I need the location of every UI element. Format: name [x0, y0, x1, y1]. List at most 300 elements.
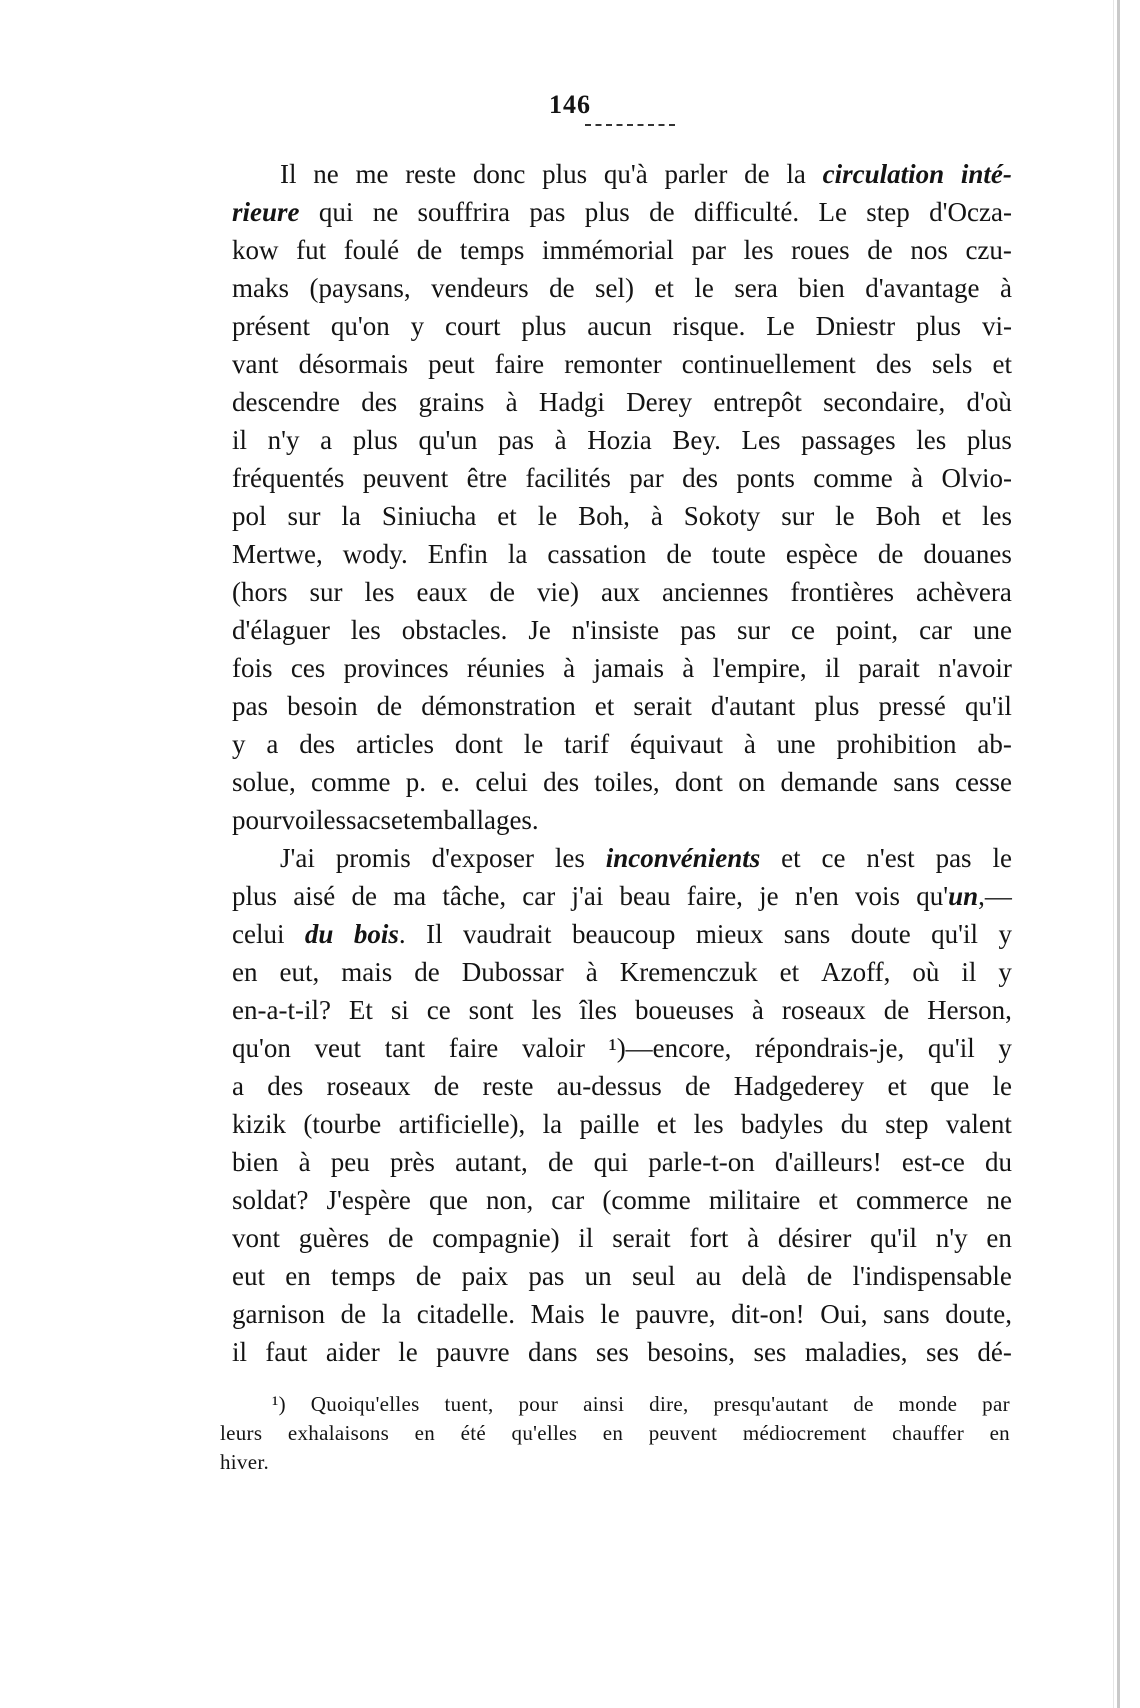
page-number: 146 — [549, 90, 591, 119]
word: kow — [232, 235, 279, 265]
word-group — [547, 535, 646, 573]
word-group — [998, 1029, 1012, 1067]
word: fut — [296, 235, 327, 265]
word-group — [311, 763, 390, 801]
word: (comme — [602, 1185, 691, 1215]
word-group — [595, 269, 634, 307]
text-line — [232, 801, 1012, 839]
word-group — [305, 915, 334, 953]
word: de — [414, 957, 440, 987]
footnote-line — [220, 1419, 1010, 1448]
word-group — [377, 687, 402, 725]
word-group — [867, 231, 892, 269]
word: vant — [232, 349, 279, 379]
word-group — [431, 269, 528, 307]
word: a — [320, 425, 333, 455]
word: fort — [689, 1223, 729, 1253]
word-group — [777, 725, 816, 763]
word-group — [393, 877, 426, 915]
word: au — [695, 1261, 722, 1291]
word-group — [713, 383, 801, 421]
word: des — [682, 463, 719, 493]
word-group — [232, 915, 284, 953]
word-group — [692, 231, 726, 269]
word: Il — [426, 919, 443, 949]
word: de — [433, 1071, 460, 1101]
word: fréquentés — [232, 463, 345, 493]
word-group — [365, 573, 395, 611]
word: qu'il — [965, 691, 1012, 721]
word-group — [795, 877, 839, 915]
word-group — [310, 573, 343, 611]
word-group — [630, 725, 723, 763]
word: plus — [584, 197, 630, 227]
word-group — [296, 231, 326, 269]
word-group — [696, 915, 764, 953]
word-group — [557, 1067, 662, 1105]
word: car — [522, 881, 556, 911]
word-group — [288, 1419, 389, 1448]
word-group — [351, 877, 376, 915]
word: des — [543, 767, 580, 797]
word-group — [821, 839, 845, 877]
word: les — [554, 843, 585, 873]
text-line — [232, 1105, 1012, 1143]
word: Boh — [875, 501, 921, 531]
word: e. — [441, 767, 461, 797]
word-group — [266, 725, 278, 763]
word-group — [961, 953, 976, 991]
word-group — [923, 535, 1011, 573]
word-group — [411, 307, 425, 345]
word-group — [786, 535, 858, 573]
word-group — [870, 1219, 917, 1257]
word-group — [291, 649, 325, 687]
word: difficulté. — [693, 197, 800, 227]
word-group — [525, 459, 610, 497]
word: n'en — [794, 881, 839, 911]
word: en — [414, 1421, 436, 1445]
word-group — [936, 1219, 968, 1257]
word-group — [986, 1181, 1011, 1219]
word-group — [596, 1333, 629, 1371]
word-group — [232, 1257, 265, 1295]
word: peut — [428, 349, 475, 379]
word-group — [753, 1333, 786, 1371]
word: d'exposer — [431, 843, 534, 873]
word-group — [992, 345, 1012, 383]
word: et — [818, 1185, 838, 1215]
word: Le — [766, 311, 795, 341]
word: celui — [475, 767, 528, 797]
word-group — [585, 1257, 612, 1295]
word: de — [666, 539, 692, 569]
word-group — [696, 1257, 721, 1295]
word-group — [542, 231, 674, 269]
word-group — [354, 915, 406, 953]
word-group — [604, 155, 648, 193]
word-group — [673, 307, 746, 345]
word: Et — [348, 995, 373, 1025]
word: ¹)—encore, — [608, 1033, 732, 1063]
word: de — [489, 577, 516, 607]
word: peuvent — [648, 1421, 718, 1445]
word-group — [417, 573, 468, 611]
word-group — [578, 1219, 593, 1257]
word: ces — [290, 653, 326, 683]
word-group — [902, 1143, 965, 1181]
word-group — [587, 421, 651, 459]
word-group — [945, 1295, 1012, 1333]
word: ne — [986, 1185, 1012, 1215]
word-group — [855, 877, 900, 915]
word: czu- — [965, 235, 1012, 265]
word-group — [232, 345, 279, 383]
word-group — [428, 345, 475, 383]
word: comme — [311, 767, 391, 797]
word-group — [755, 1029, 904, 1067]
word: risque. — [672, 311, 746, 341]
word: plus — [352, 425, 398, 455]
word: y — [998, 1033, 1012, 1063]
word-group — [232, 687, 268, 725]
word: entrepôt — [713, 387, 802, 417]
word: citadelle. — [416, 1299, 515, 1329]
word-group — [417, 1295, 515, 1333]
word: roseaux — [781, 995, 866, 1025]
word-group — [781, 497, 814, 535]
word-group — [331, 1257, 396, 1295]
word: sur — [287, 501, 321, 531]
word-group — [498, 421, 534, 459]
text-line — [232, 1219, 1012, 1257]
word: de — [744, 159, 770, 189]
word: vois — [854, 881, 900, 911]
word: plus — [521, 311, 567, 341]
word-group — [680, 611, 716, 649]
word: y — [998, 919, 1012, 949]
word: peuvent — [362, 463, 449, 493]
word: serait — [612, 1223, 671, 1253]
word-group — [744, 231, 774, 269]
word-group — [825, 649, 840, 687]
word: désirer — [777, 1223, 852, 1253]
word-group — [406, 763, 426, 801]
word-group — [571, 877, 603, 915]
word: à — [298, 1147, 311, 1177]
word: sel) — [595, 273, 634, 303]
word-group — [682, 459, 718, 497]
word-group — [463, 915, 551, 953]
word: Il — [280, 159, 297, 189]
word: pol — [232, 501, 267, 531]
word-group — [856, 1181, 968, 1219]
word: anciennes — [662, 577, 769, 607]
word-group — [232, 193, 300, 231]
word: eut, — [279, 957, 320, 987]
word-group — [682, 649, 694, 687]
word-group — [931, 915, 978, 953]
word-group — [232, 497, 267, 535]
word: emballages. — [410, 805, 539, 835]
word: toiles, — [594, 767, 660, 797]
word-group — [432, 839, 534, 877]
word: il — [961, 957, 977, 987]
word-group — [734, 1067, 864, 1105]
word-group — [528, 1333, 578, 1371]
word-group — [887, 1067, 907, 1105]
word-group — [455, 725, 503, 763]
word: l'indispensable — [852, 1261, 1012, 1291]
word-group — [973, 611, 1012, 649]
word-group — [985, 1143, 1012, 1181]
word: articles — [356, 729, 435, 759]
word: temps — [331, 1261, 396, 1291]
word: car — [551, 1185, 585, 1215]
word: pas — [935, 843, 972, 873]
word: veut — [314, 1033, 362, 1063]
word: l'empire, — [712, 653, 807, 683]
word-group — [299, 725, 335, 763]
word: paix — [461, 1261, 509, 1291]
word-group — [285, 1257, 310, 1295]
word-group — [551, 1181, 584, 1219]
word: le — [694, 273, 714, 303]
word: garnison — [232, 1299, 325, 1329]
word-group — [280, 839, 315, 877]
word: aider — [325, 1337, 380, 1367]
word: est-ce — [901, 1147, 965, 1177]
word-group — [982, 1390, 1010, 1419]
word: vi- — [981, 311, 1012, 341]
word: jamais — [593, 653, 664, 683]
word: mieux — [695, 919, 764, 949]
word-group — [555, 839, 585, 877]
word-group — [743, 1419, 867, 1448]
word: la — [786, 159, 806, 189]
word-group — [522, 877, 555, 915]
word-group — [232, 953, 257, 991]
word-group — [483, 1067, 534, 1105]
word-group — [343, 535, 408, 573]
word-group — [595, 687, 615, 725]
word-group — [341, 497, 361, 535]
word-group — [434, 1067, 459, 1105]
word-group — [587, 307, 651, 345]
word: des — [299, 729, 336, 759]
word: Herson, — [927, 995, 1012, 1025]
word-group — [469, 991, 514, 1029]
word: désormais — [298, 349, 409, 379]
word-group — [965, 687, 1012, 725]
word: et — [887, 1071, 907, 1101]
word-group — [521, 307, 566, 345]
word-group — [232, 877, 277, 915]
word-group — [998, 953, 1012, 991]
word: autant, — [455, 1147, 528, 1177]
word: à — [743, 729, 756, 759]
word-group — [460, 231, 525, 269]
word-group — [883, 1295, 930, 1333]
word: commerce — [855, 1185, 969, 1215]
page-edge-shadow — [1113, 0, 1114, 1708]
footnote-line — [220, 1448, 1010, 1477]
word: sans — [883, 1299, 930, 1329]
word-group — [441, 763, 460, 801]
word-group — [572, 915, 675, 953]
word: sacs — [346, 805, 391, 835]
word: parler — [664, 159, 728, 189]
word: sans — [783, 919, 831, 949]
word-group — [385, 1029, 426, 1067]
word-group — [654, 269, 674, 307]
word-group — [327, 1181, 411, 1219]
word: faut — [265, 1337, 308, 1367]
word-group — [977, 1333, 1011, 1371]
word: monde — [898, 1392, 958, 1416]
word: d'ailleurs! — [774, 1147, 882, 1177]
word: cassation — [547, 539, 647, 569]
word-group — [675, 763, 723, 801]
word-group — [684, 497, 761, 535]
word: les — [982, 501, 1012, 531]
word: réunies — [466, 653, 545, 683]
word-group — [287, 687, 358, 725]
word: de — [867, 235, 893, 265]
word-group — [462, 1257, 509, 1295]
word-group — [633, 687, 691, 725]
word-group — [583, 1390, 624, 1419]
word: n'y — [267, 425, 300, 455]
word: non, — [485, 1185, 534, 1215]
word-group — [232, 801, 282, 839]
word-group — [391, 991, 409, 1029]
word: Je — [528, 615, 551, 645]
word-group — [858, 649, 919, 687]
word-group — [878, 687, 945, 725]
word: sont — [468, 995, 514, 1025]
word-group — [899, 1390, 958, 1419]
text-line — [232, 991, 1012, 1029]
word: sels — [931, 349, 973, 379]
word-group — [382, 1295, 402, 1333]
word: badyles — [740, 1109, 824, 1139]
word: pas — [529, 197, 566, 227]
word: la — [542, 1109, 563, 1139]
word: il — [232, 425, 248, 455]
word: ainsi — [583, 1392, 625, 1416]
word: ponts — [736, 463, 795, 493]
word-group — [416, 1257, 441, 1295]
word-group — [415, 1419, 435, 1448]
word: à — [911, 463, 924, 493]
word: n'est — [866, 843, 915, 873]
word: achèvera — [915, 577, 1012, 607]
word-group — [593, 649, 663, 687]
word: . — [398, 919, 406, 949]
word: court — [445, 311, 501, 341]
word: en-a-t-il? — [232, 995, 331, 1025]
text-line — [232, 915, 1012, 953]
word: n'avoir — [938, 653, 1012, 683]
word-group — [648, 1143, 754, 1181]
word: par — [691, 235, 726, 265]
word: Hozia — [587, 425, 652, 455]
word-group — [303, 1105, 381, 1143]
word-group — [657, 1105, 677, 1143]
word: de — [351, 881, 377, 911]
word-group — [418, 421, 477, 459]
word-group — [853, 1257, 1012, 1295]
word: et — [992, 349, 1012, 379]
word: ¹) — [272, 1392, 286, 1416]
word: roues — [791, 235, 850, 265]
word: ses — [595, 1337, 629, 1367]
word-group — [741, 421, 780, 459]
word-group — [356, 725, 434, 763]
word-group — [522, 1029, 585, 1067]
word-group — [649, 1390, 688, 1419]
word: plus — [542, 159, 588, 189]
word-group — [580, 991, 618, 1029]
word-group — [320, 421, 332, 459]
word: exhalaisons — [287, 1421, 390, 1445]
word: le — [523, 729, 544, 759]
word-group — [878, 535, 903, 573]
word: qui — [318, 197, 354, 227]
word-group — [689, 1219, 728, 1257]
word-group — [232, 991, 331, 1029]
word: du — [984, 1147, 1012, 1177]
word-group — [823, 383, 945, 421]
word: Les — [741, 425, 781, 455]
word: foulé — [343, 235, 400, 265]
word-group — [893, 763, 940, 801]
word: les — [743, 235, 774, 265]
word: douanes — [923, 539, 1012, 569]
word: à — [650, 501, 663, 531]
word-group — [930, 1067, 969, 1105]
word-group — [232, 459, 344, 497]
word-group — [282, 801, 347, 839]
word: toute — [711, 539, 766, 569]
word-group — [232, 1029, 291, 1067]
word-group — [436, 1333, 509, 1371]
word: Enfin — [427, 539, 488, 569]
word: Le — [818, 197, 847, 227]
word: kizik — [232, 1109, 286, 1139]
word: y — [998, 957, 1012, 987]
word-group — [635, 1295, 715, 1333]
word-group — [548, 1143, 573, 1181]
word: demande — [780, 767, 878, 797]
text-line — [232, 649, 1012, 687]
word: et — [497, 501, 517, 531]
word-group — [272, 1390, 286, 1419]
word: répondrais-je, — [755, 1033, 905, 1063]
word-group — [818, 193, 846, 231]
emphasized-word: inconvénients — [605, 843, 761, 873]
word: vaudrait — [463, 919, 552, 949]
word: les — [531, 995, 562, 1025]
text-line — [232, 1257, 1012, 1295]
word-group — [919, 611, 952, 649]
word: tâche, — [442, 881, 507, 911]
word: celui — [232, 919, 285, 949]
word: Quoiqu'elles — [310, 1392, 420, 1416]
word: Bey. — [672, 425, 721, 455]
word-group — [977, 725, 1011, 763]
